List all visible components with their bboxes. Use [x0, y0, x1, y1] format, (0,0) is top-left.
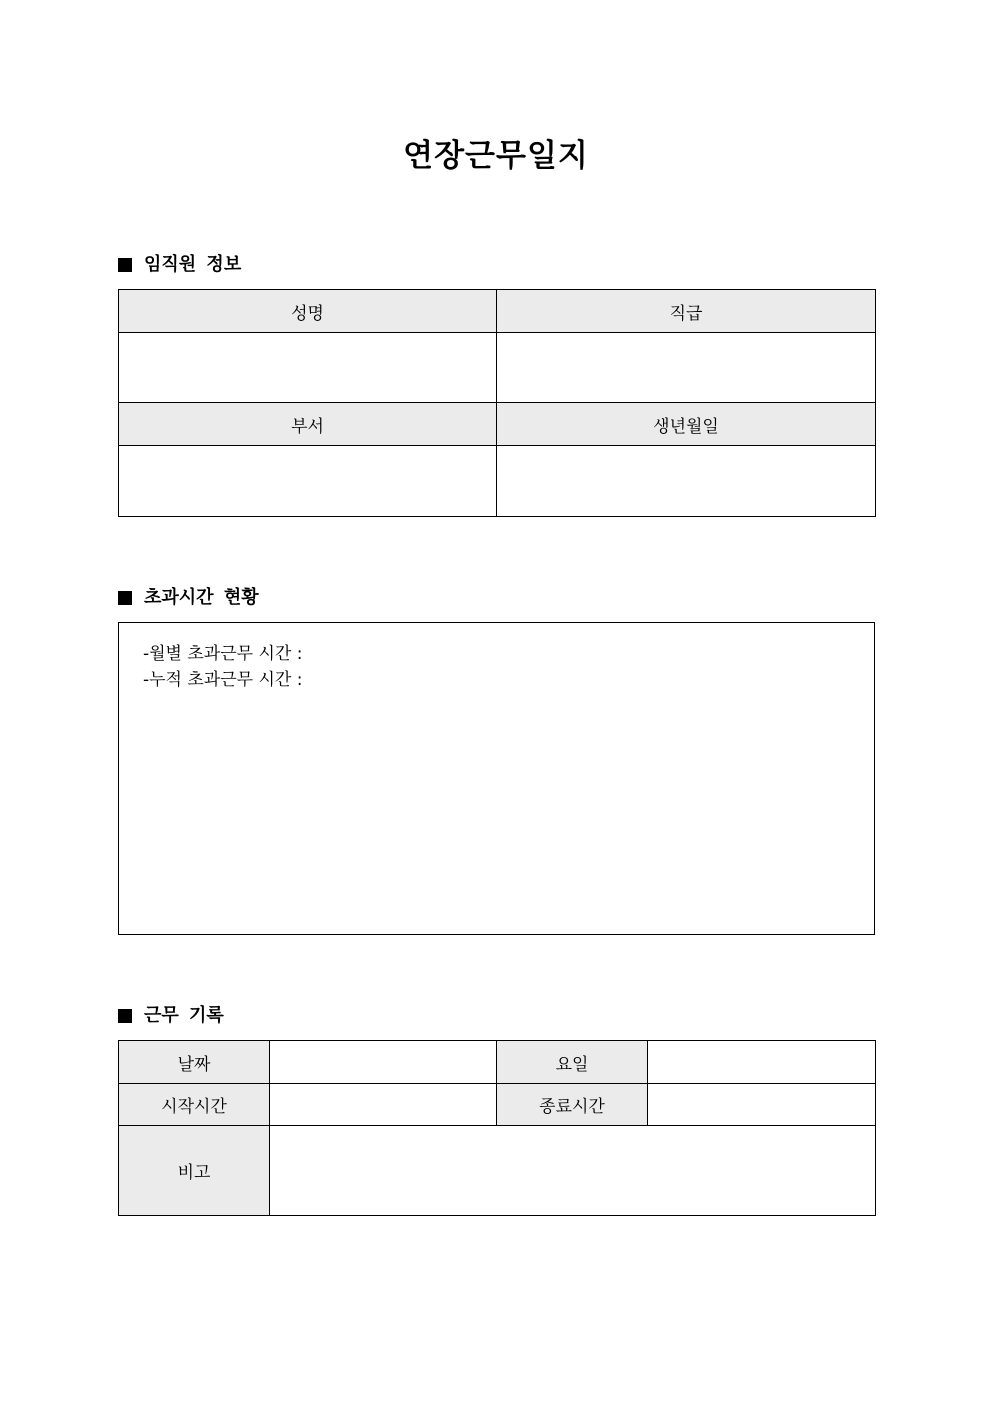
remarks-label: 비고: [119, 1126, 270, 1216]
monthly-overtime-line: -월별 초과근무 시간 :: [143, 644, 303, 664]
black-square-icon: [118, 258, 132, 272]
overtime-status-box[interactable]: [118, 622, 875, 935]
position-label: 직급: [497, 290, 876, 333]
start-time-label: 시작시간: [119, 1084, 270, 1126]
section-heading-text: 초과시간 현황: [144, 587, 259, 608]
section-heading-work-record: [118, 1004, 224, 1028]
date-field[interactable]: [270, 1041, 497, 1084]
start-time-field[interactable]: [270, 1084, 497, 1126]
section-heading-employee-info: [118, 253, 241, 277]
end-time-label: 종료시간: [497, 1084, 648, 1126]
birthdate-label: 생년월일: [497, 403, 876, 446]
black-square-icon: [118, 591, 132, 605]
cumulative-overtime-line: -누적 초과근무 시간 :: [143, 670, 303, 690]
birthdate-field[interactable]: [497, 446, 876, 517]
end-time-field[interactable]: [648, 1084, 876, 1126]
department-field[interactable]: [119, 446, 497, 517]
remarks-field[interactable]: [270, 1126, 876, 1216]
work-record-table: [118, 1040, 876, 1216]
position-field[interactable]: [497, 333, 876, 403]
employee-info-table: [118, 289, 876, 517]
document-title: 연장근무일지: [403, 138, 589, 174]
date-label: 날짜: [119, 1041, 270, 1084]
section-heading-text: 근무 기록: [144, 1005, 224, 1026]
name-label: 성명: [119, 290, 497, 333]
weekday-label: 요일: [497, 1041, 648, 1084]
name-field[interactable]: [119, 333, 497, 403]
section-heading-text: 임직원 정보: [144, 254, 242, 275]
weekday-field[interactable]: [648, 1041, 876, 1084]
black-square-icon: [118, 1009, 132, 1023]
section-heading-overtime-status: [118, 586, 259, 610]
department-label: 부서: [119, 403, 497, 446]
